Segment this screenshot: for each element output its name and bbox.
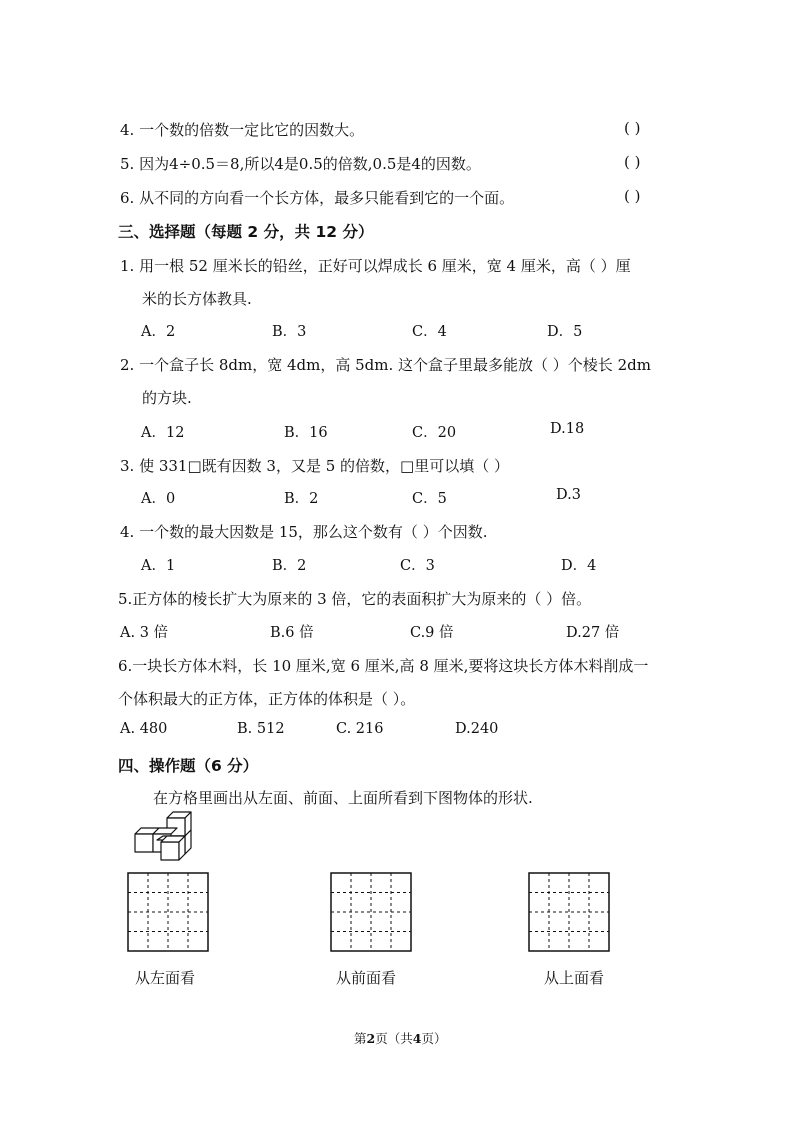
q5-option-c: C.9 倍 bbox=[410, 625, 454, 641]
q3-option-b: B．2 bbox=[284, 491, 319, 507]
grid-label-left: 从左面看 bbox=[135, 969, 196, 987]
q4-option-d: D．4 bbox=[561, 558, 597, 574]
q4-option-b: B．2 bbox=[272, 558, 307, 574]
footer-page-number: 2 bbox=[366, 1031, 376, 1046]
grid-left-view[interactable] bbox=[127, 872, 209, 952]
answer-paren: ( ) bbox=[624, 187, 641, 205]
grid-label-front: 从前面看 bbox=[336, 969, 397, 987]
q6-option-d: D.240 bbox=[455, 721, 499, 737]
footer-suffix: 页） bbox=[421, 1031, 447, 1046]
question-4-line1: 4. 一个数的最大因数是 15，那么这个数有（ ）个因数. bbox=[120, 523, 488, 541]
judge-item-5 bbox=[120, 153, 481, 174]
footer-total-pages: 4 bbox=[412, 1031, 422, 1046]
q5-option-b: B.6 倍 bbox=[270, 625, 314, 641]
answer-paren: ( ) bbox=[624, 153, 641, 171]
q4-option-c: C．3 bbox=[400, 558, 435, 574]
cube-stack-figure bbox=[127, 810, 207, 866]
judge-item-4 bbox=[120, 119, 364, 140]
q1-option-d: D．5 bbox=[547, 324, 583, 340]
section-3-heading: 三、选择题（每题 2 分，共 12 分） bbox=[118, 223, 374, 241]
question-2-line2: 的方块. bbox=[142, 389, 192, 407]
q5-option-d: D.27 倍 bbox=[566, 625, 620, 641]
q2-option-d: D.18 bbox=[550, 421, 585, 437]
q1-option-b: B．3 bbox=[272, 324, 307, 340]
q2-option-c: C．20 bbox=[412, 425, 457, 441]
footer-prefix: 第 bbox=[354, 1031, 367, 1046]
q5-option-a: A. 3 倍 bbox=[120, 625, 169, 641]
q3-option-c: C．5 bbox=[412, 491, 447, 507]
q2-option-a: A．12 bbox=[141, 425, 185, 441]
q4-option-a: A．1 bbox=[141, 558, 176, 574]
q3-option-d: D.3 bbox=[556, 487, 581, 503]
question-2-line1: 2. 一个盒子长 8dm，宽 4dm，高 5dm. 这个盒子里最多能放（ ）个棱长 2dm bbox=[120, 356, 651, 374]
grid-label-top: 从上面看 bbox=[544, 969, 605, 987]
q2-option-b: B．16 bbox=[284, 425, 328, 441]
judge-item-text: 4. 一个数的倍数一定比它的因数大。 bbox=[120, 121, 365, 139]
question-6-line1: 6.一块长方体木料，长 10 厘米,宽 6 厘米,高 8 厘米,要将这块长方体木料削成一 bbox=[118, 657, 649, 675]
q6-option-b: B. 512 bbox=[237, 721, 285, 737]
q1-option-c: C．4 bbox=[412, 324, 447, 340]
q3-option-a: A．0 bbox=[141, 491, 176, 507]
question-3-line1: 3. 使 331□既有因数 3，又是 5 的倍数，□里可以填（ ） bbox=[120, 457, 509, 475]
question-1-line1: 1. 用一根 52 厘米长的铅丝，正好可以焊成长 6 厘米，宽 4 厘米，高（ ）厘 bbox=[120, 257, 631, 275]
question-1-line2: 米的长方体教具. bbox=[142, 290, 252, 308]
question-6-line2: 个体积最大的正方体，正方体的体积是（ ）。 bbox=[118, 690, 416, 708]
judge-item-text: 6. 从不同的方向看一个长方体，最多只能看到它的一个面。 bbox=[120, 189, 515, 207]
q6-option-a: A. 480 bbox=[120, 721, 168, 737]
grid-front-view[interactable] bbox=[330, 872, 412, 952]
grid-top-view[interactable] bbox=[528, 872, 610, 952]
judge-item-text: 5. 因为4÷0.5＝8,所以4是0.5的倍数,0.5是4的因数。 bbox=[120, 155, 481, 173]
judge-item-6 bbox=[120, 187, 514, 208]
answer-paren: ( ) bbox=[624, 119, 641, 137]
footer-mid: 页（共 bbox=[375, 1031, 413, 1046]
question-5-line1: 5.正方体的棱长扩大为原来的 3 倍，它的表面积扩大为原来的（ ）倍。 bbox=[118, 590, 592, 608]
q1-option-a: A．2 bbox=[141, 324, 176, 340]
section-4-instruction: 在方格里画出从左面、前面、上面所看到下图物体的形状. bbox=[153, 789, 533, 807]
section-4-heading: 四、操作题（6 分） bbox=[118, 757, 259, 775]
q6-option-c: C. 216 bbox=[336, 721, 384, 737]
page-footer bbox=[354, 1029, 446, 1047]
